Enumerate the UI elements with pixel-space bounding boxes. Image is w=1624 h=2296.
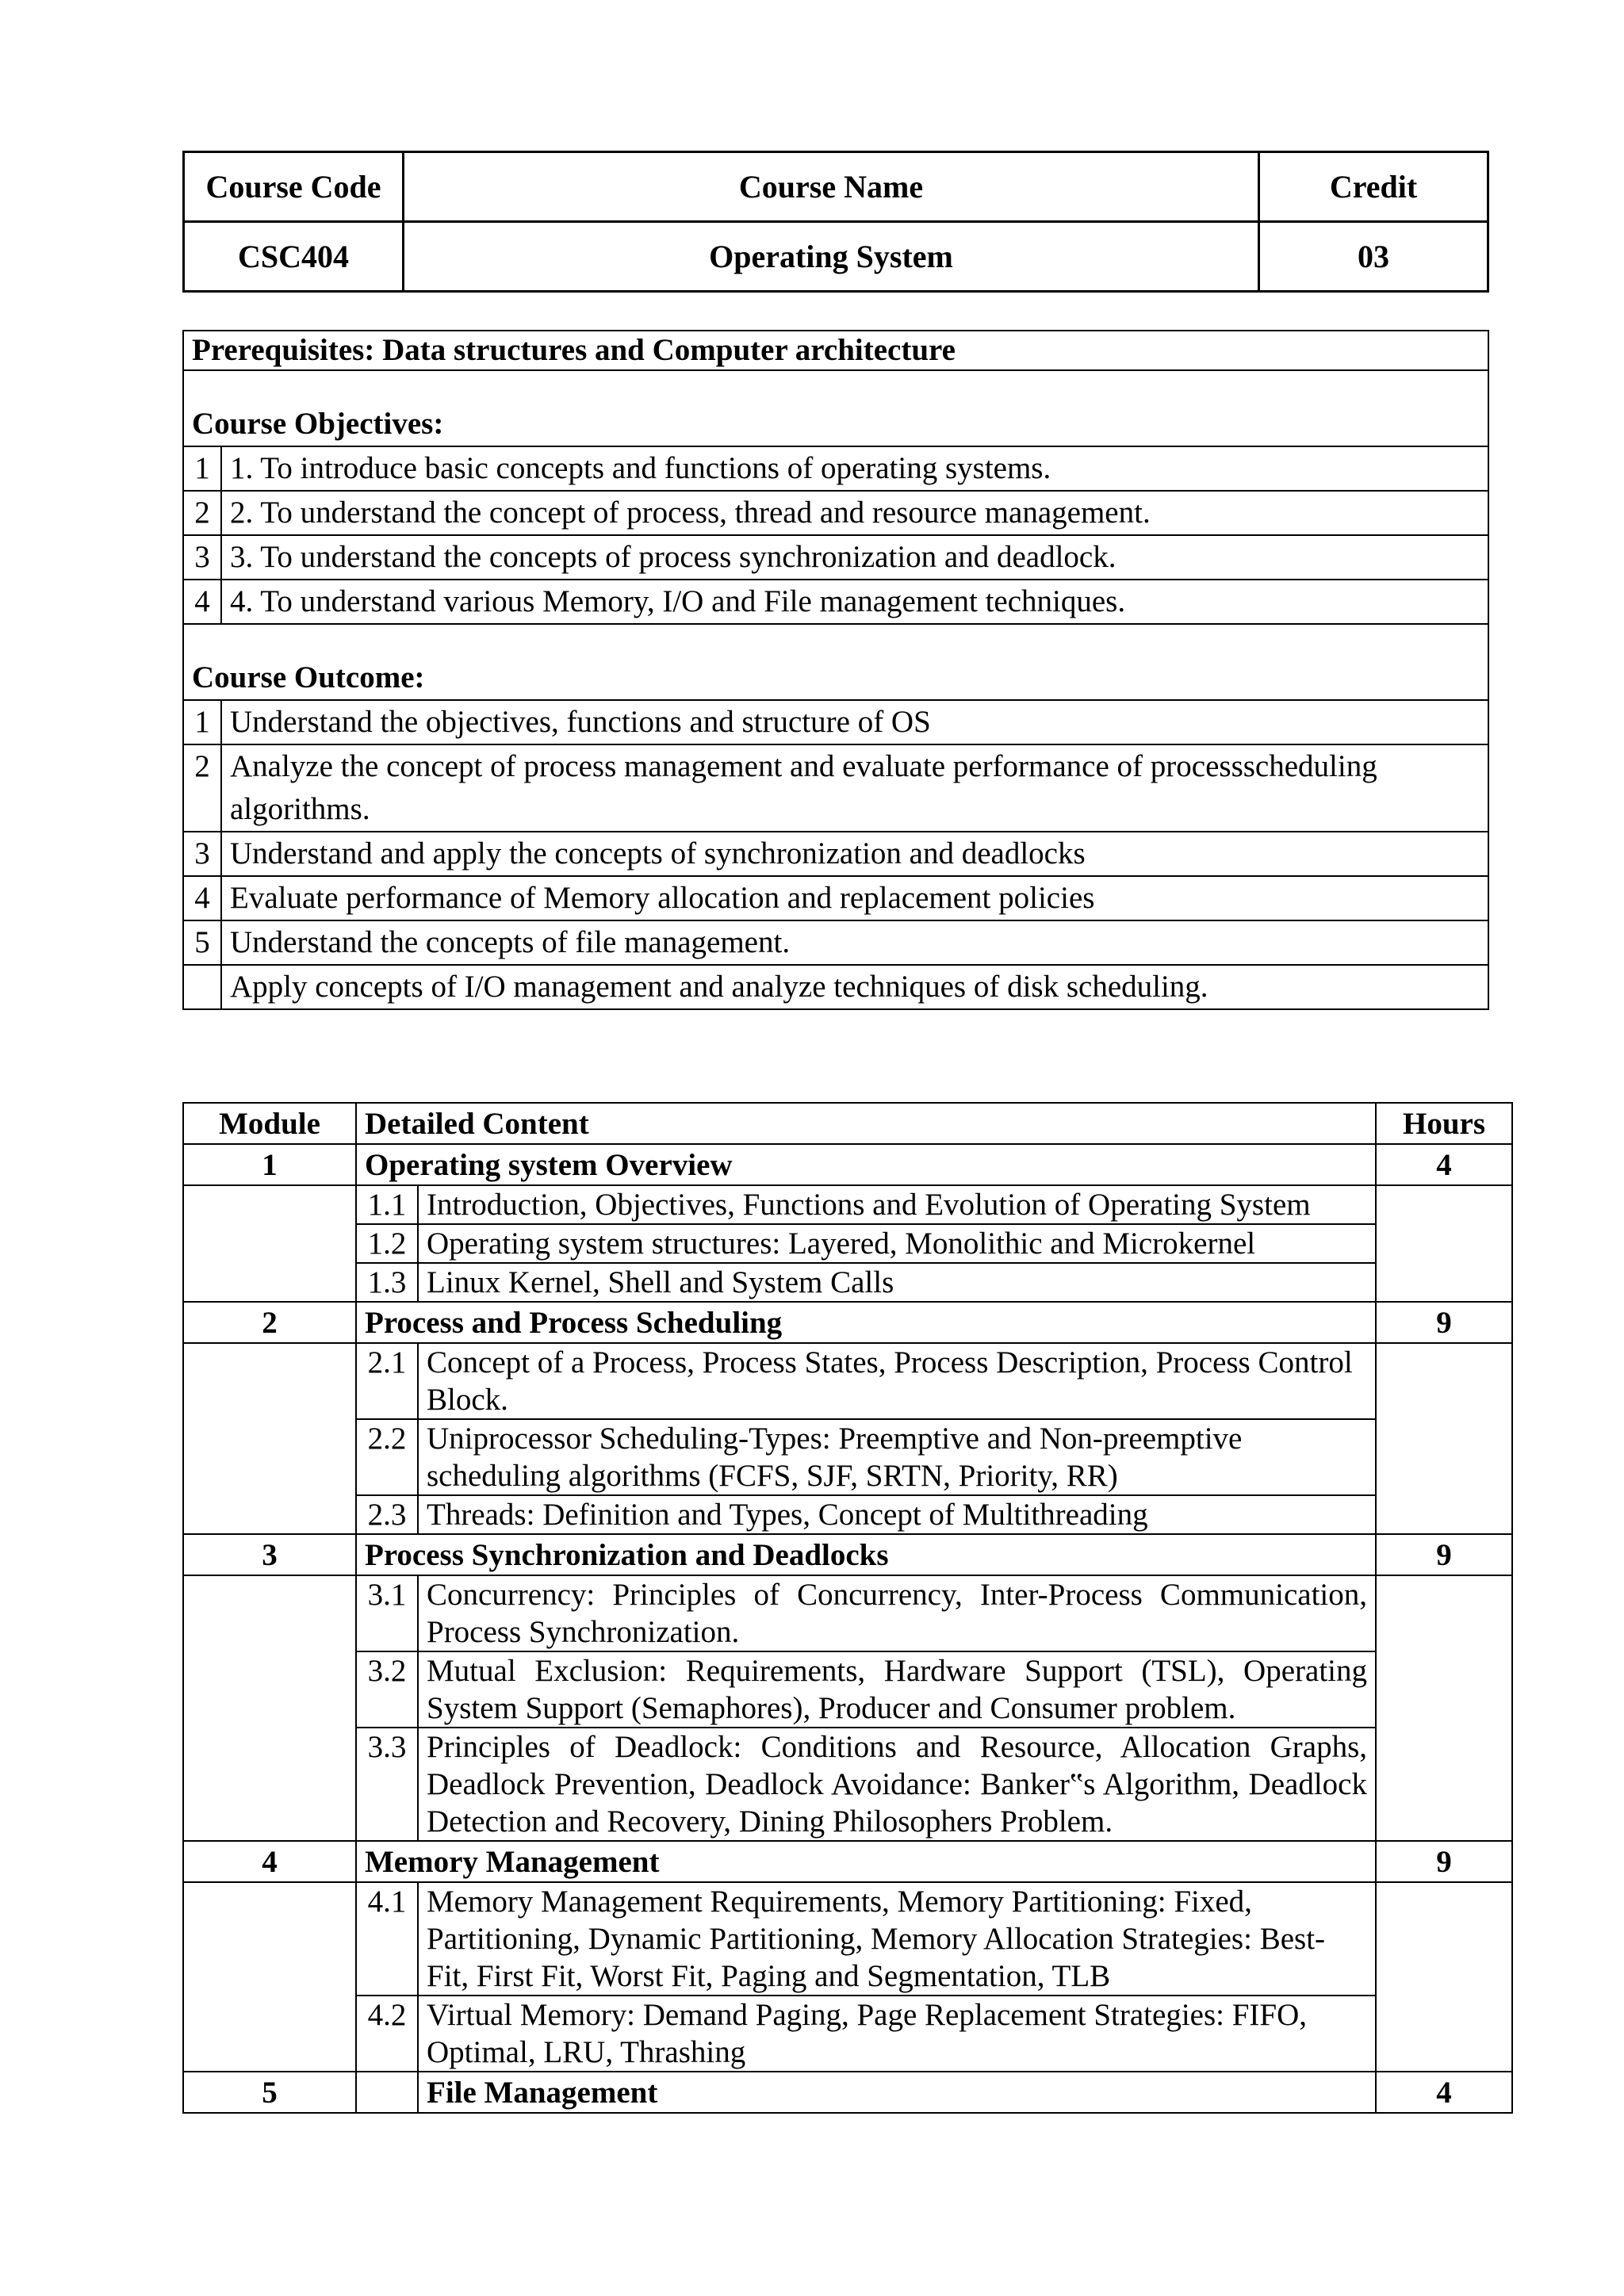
course-info-value-row [184,222,1488,292]
objective-text: 3. To understand the concepts of process synchronization and deadlock. [221,535,1488,580]
outcome-number: 3 [183,832,221,876]
module-title: Process Synchronization and Deadlocks [356,1534,1376,1575]
submodule-number: 3.2 [356,1651,418,1728]
objective-number: 3 [183,535,221,580]
objectives-heading-row [183,370,1488,446]
module-number: 3 [183,1534,356,1575]
submodule-text: Concurrency: Principles of Concurrency, Inter-Process Communication, Process Synchronization. [418,1575,1376,1651]
objective-text: 1. To introduce basic concepts and functions of operating systems. [221,446,1488,491]
submodule-number: 1.3 [356,1263,418,1302]
prerequisites-text: Prerequisites: Data structures and Computer architecture [183,331,1488,370]
submodule-number: 2.3 [356,1495,418,1534]
outcome-row [183,700,1488,744]
module-hours: 9 [1376,1534,1512,1575]
module-spacer-cell [183,1343,356,1534]
prerequisites-row [183,331,1488,370]
course-name-header: Course Name [404,152,1259,222]
content-header: Detailed Content [356,1103,1376,1144]
outcome-row [183,920,1488,965]
objective-row [183,491,1488,535]
module-title: Operating system Overview [356,1144,1376,1185]
submodule-number: 1.1 [356,1185,418,1224]
hours-header: Hours [1376,1103,1512,1144]
outcomes-heading-row [183,624,1488,700]
submodule-text: Introduction, Objectives, Functions and Evolution of Operating System [418,1185,1376,1224]
course-info-table [182,151,1489,293]
module-title: File Management [418,2072,1376,2113]
submodule-row [183,1185,1512,1224]
submodule-text: Virtual Memory: Demand Paging, Page Replacement Strategies: FIFO, Optimal, LRU, Thrashing [418,1996,1376,2072]
module-hours: 4 [1376,2072,1512,2113]
course-code-value: CSC404 [184,222,404,292]
submodule-number: 2.1 [356,1343,418,1419]
objectives-heading: Course Objectives: [183,370,1488,446]
outcome-number: 5 [183,920,221,965]
submodule-row [183,1996,1512,2072]
module-spacer-cell [183,1185,356,1302]
submodule-number: 3.1 [356,1575,418,1651]
modules-table [182,1102,1513,2114]
objective-number: 1 [183,446,221,491]
submodule-text: Concept of a Process, Process States, Process Description, Process Control Block. [418,1343,1376,1419]
outcome-number: 2 [183,744,221,832]
module-row [183,2072,1512,2113]
submodule-row [183,1651,1512,1728]
outcome-text: Evaluate performance of Memory allocation and replacement policies [221,876,1488,920]
objective-text: 4. To understand various Memory, I/O and File management techniques. [221,580,1488,624]
outcome-number [183,965,221,1009]
module-row [183,1302,1512,1343]
module-hours: 4 [1376,1144,1512,1185]
module-number: 1 [183,1144,356,1185]
outcome-row [183,744,1488,832]
submodule-text: Memory Management Requirements, Memory Partitioning: Fixed, Partitioning, Dynamic Partitioning, Memory Allocation Strategies: Best-Fit, First Fit, Worst Fit, Paging and Segmentation, TLB [418,1882,1376,1996]
outcome-text: Analyze the concept of process management and evaluate performance of processscheduling algorithms. [221,744,1488,832]
outcome-text: Understand the objectives, functions and structure of OS [221,700,1488,744]
submodule-text: Uniprocessor Scheduling-Types: Preemptive and Non-preemptive scheduling algorithms (FCFS, SJF, SRTN, Priority, RR) [418,1419,1376,1495]
objective-text: 2. To understand the concept of process, thread and resource management. [221,491,1488,535]
submodule-row [183,1882,1512,1996]
outcome-row [183,965,1488,1009]
module-number: 4 [183,1841,356,1882]
module-title: Process and Process Scheduling [356,1302,1376,1343]
hours-spacer-cell [1376,1575,1512,1841]
outcome-row [183,832,1488,876]
outcomes-heading: Course Outcome: [183,624,1488,700]
outcome-text: Understand the concepts of file management. [221,920,1488,965]
hours-spacer-cell [1376,1185,1512,1302]
outcome-text: Understand and apply the concepts of synchronization and deadlocks [221,832,1488,876]
submodule-row [183,1495,1512,1534]
submodule-row [183,1263,1512,1302]
submodule-row [183,1575,1512,1651]
submodule-text: Operating system structures: Layered, Monolithic and Microkernel [418,1224,1376,1263]
submodule-text: Mutual Exclusion: Requirements, Hardware Support (TSL), Operating System Support (Semaphores), Producer and Consumer problem. [418,1651,1376,1728]
submodule-number: 4.2 [356,1996,418,2072]
hours-spacer-cell [1376,1343,1512,1534]
course-code-header: Course Code [184,152,404,222]
course-name-value: Operating System [404,222,1259,292]
submodule-number-empty [356,2072,418,2113]
module-row [183,1841,1512,1882]
credit-value: 03 [1259,222,1488,292]
credit-header: Credit [1259,152,1488,222]
outcome-number: 4 [183,876,221,920]
outcome-text: Apply concepts of I/O management and analyze techniques of disk scheduling. [221,965,1488,1009]
submodule-row [183,1419,1512,1495]
module-number: 2 [183,1302,356,1343]
outcome-number: 1 [183,700,221,744]
module-title: Memory Management [356,1841,1376,1882]
modules-header-row [183,1103,1512,1144]
hours-spacer-cell [1376,1882,1512,2072]
module-row [183,1144,1512,1185]
submodule-number: 3.3 [356,1728,418,1841]
module-hours: 9 [1376,1841,1512,1882]
objective-row [183,446,1488,491]
objective-row [183,580,1488,624]
module-spacer-cell [183,1882,356,2072]
module-hours: 9 [1376,1302,1512,1343]
objectives-outcomes-table [182,330,1489,1010]
submodule-text: Linux Kernel, Shell and System Calls [418,1263,1376,1302]
course-info-header-row [184,152,1488,222]
objective-row [183,535,1488,580]
module-number: 5 [183,2072,356,2113]
submodule-row [183,1728,1512,1841]
objective-number: 4 [183,580,221,624]
submodule-number: 1.2 [356,1224,418,1263]
submodule-text: Threads: Definition and Types, Concept of Multithreading [418,1495,1376,1534]
module-header: Module [183,1103,356,1144]
module-spacer-cell [183,1575,356,1841]
submodule-number: 2.2 [356,1419,418,1495]
submodule-row [183,1224,1512,1263]
objective-number: 2 [183,491,221,535]
submodule-row [183,1343,1512,1419]
module-row [183,1534,1512,1575]
submodule-text: Principles of Deadlock: Conditions and Resource, Allocation Graphs, Deadlock Prevention, Deadlock Avoidance: Banker‟s Algorithm, Deadlock Detection and Recovery, Dining Philosophers Problem. [418,1728,1376,1841]
outcome-row [183,876,1488,920]
submodule-number: 4.1 [356,1882,418,1996]
